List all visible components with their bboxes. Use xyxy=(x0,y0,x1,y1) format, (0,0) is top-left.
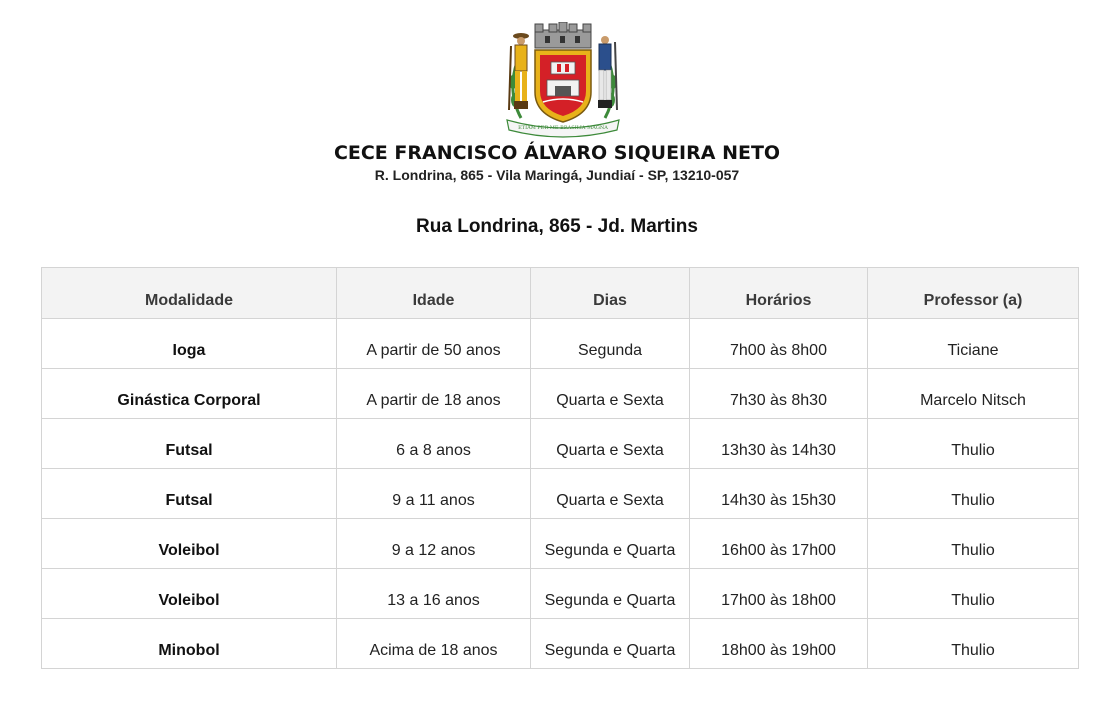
cell-idade: 9 a 12 anos xyxy=(337,519,531,569)
table-row xyxy=(42,519,1079,569)
cell-dias: Segunda e Quarta xyxy=(531,569,690,619)
cell-dias: Segunda e Quarta xyxy=(531,619,690,669)
cell-modalidade: Futsal xyxy=(42,419,337,469)
cell-dias: Quarta e Sexta xyxy=(531,469,690,519)
cell-professor: Thulio xyxy=(868,569,1079,619)
column-header-modalidade: Modalidade xyxy=(42,268,337,319)
cell-professor: Thulio xyxy=(868,619,1079,669)
table-row xyxy=(42,369,1079,419)
shield-icon xyxy=(535,50,591,122)
cell-professor: Marcelo Nitsch xyxy=(868,369,1079,419)
cell-modalidade: Ginástica Corporal xyxy=(42,369,337,419)
cell-modalidade: Futsal xyxy=(42,469,337,519)
table-row xyxy=(42,469,1079,519)
cell-modalidade: Minobol xyxy=(42,619,337,669)
cell-professor: Thulio xyxy=(868,419,1079,469)
coat-of-arms-logo xyxy=(499,22,627,138)
table-row xyxy=(42,319,1079,369)
table-row xyxy=(42,419,1079,469)
column-header-professor: Professor (a) xyxy=(868,268,1079,319)
cell-horarios: 17h00 às 18h00 xyxy=(690,569,868,619)
cell-professor: Thulio xyxy=(868,519,1079,569)
table-row xyxy=(42,569,1079,619)
cell-idade: 6 a 8 anos xyxy=(337,419,531,469)
cell-dias: Segunda e Quarta xyxy=(531,519,690,569)
organization-address: R. Londrina, 865 - Vila Maringá, Jundiaí - SP, 13210-057 xyxy=(374,167,740,183)
mural-crown-icon xyxy=(535,22,591,48)
cell-horarios: 14h30 às 15h30 xyxy=(690,469,868,519)
schedule-table xyxy=(41,267,1079,669)
cell-idade: 9 a 11 anos xyxy=(337,469,531,519)
cell-dias: Segunda xyxy=(531,319,690,369)
cell-horarios: 16h00 às 17h00 xyxy=(690,519,868,569)
cell-horarios: 18h00 às 19h00 xyxy=(690,619,868,669)
column-header-horarios: Horários xyxy=(690,268,868,319)
cell-idade: Acima de 18 anos xyxy=(337,619,531,669)
motto-text: ETIAM PER ME BRASILIA MAGNA xyxy=(518,125,608,131)
cell-horarios: 13h30 às 14h30 xyxy=(690,419,868,469)
table-row xyxy=(42,619,1079,669)
cell-modalidade: Voleibol xyxy=(42,569,337,619)
column-header-idade: Idade xyxy=(337,268,531,319)
cell-horarios: 7h00 às 8h00 xyxy=(690,319,868,369)
cell-modalidade: Ioga xyxy=(42,319,337,369)
cell-modalidade: Voleibol xyxy=(42,519,337,569)
cell-professor: Ticiane xyxy=(868,319,1079,369)
cell-idade: A partir de 18 anos xyxy=(337,369,531,419)
table-header-row xyxy=(42,268,1079,319)
cell-professor: Thulio xyxy=(868,469,1079,519)
column-header-dias: Dias xyxy=(531,268,690,319)
cell-idade: 13 a 16 anos xyxy=(337,569,531,619)
cell-dias: Quarta e Sexta xyxy=(531,369,690,419)
cell-dias: Quarta e Sexta xyxy=(531,419,690,469)
organization-name: CECE FRANCISCO ÁLVARO SIQUEIRA NETO xyxy=(333,142,781,164)
document-subtitle: Rua Londrina, 865 - Jd. Martins xyxy=(416,216,698,237)
cell-horarios: 7h30 às 8h30 xyxy=(690,369,868,419)
cell-idade: A partir de 50 anos xyxy=(337,319,531,369)
